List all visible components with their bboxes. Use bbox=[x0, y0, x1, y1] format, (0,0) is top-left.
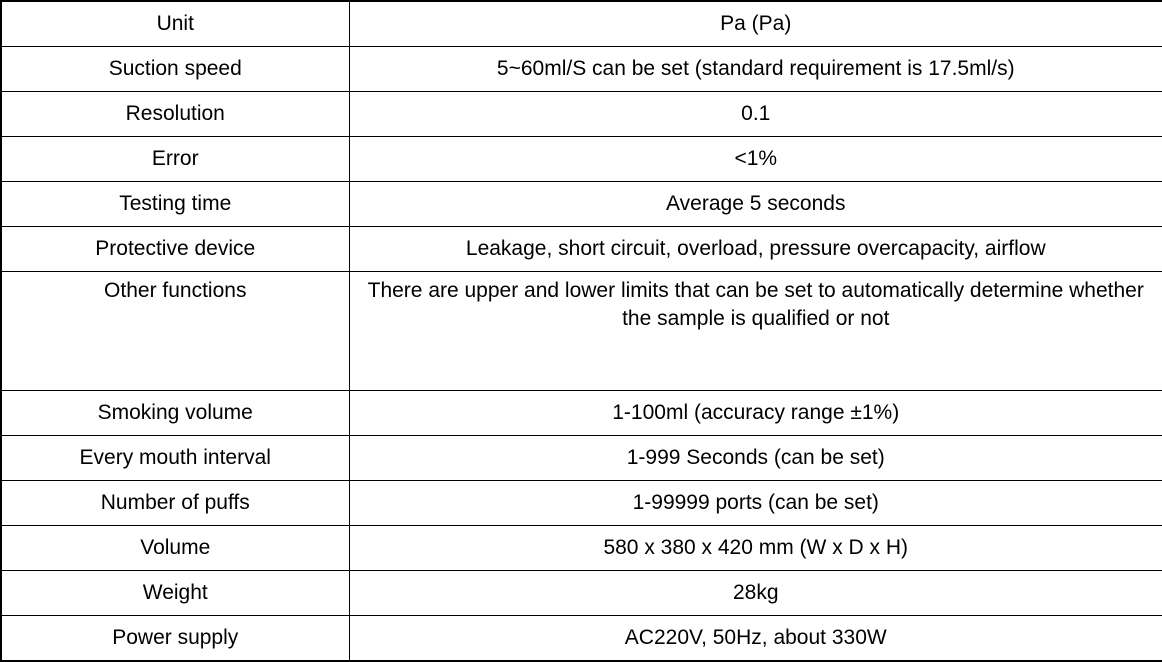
spec-value-cell: AC220V, 50Hz, about 330W bbox=[349, 616, 1162, 662]
spec-value-cell: <1% bbox=[349, 137, 1162, 182]
table-row bbox=[1, 571, 1162, 616]
spec-value-cell: 5~60ml/S can be set (standard requirement is 17.5ml/s) bbox=[349, 47, 1162, 92]
table-row bbox=[1, 436, 1162, 481]
table-row bbox=[1, 137, 1162, 182]
spec-table-body bbox=[1, 1, 1162, 661]
spec-value-cell: Leakage, short circuit, overload, pressure overcapacity, airflow bbox=[349, 227, 1162, 272]
table-row bbox=[1, 47, 1162, 92]
spec-value-cell: 1-999 Seconds (can be set) bbox=[349, 436, 1162, 481]
table-row bbox=[1, 526, 1162, 571]
table-row bbox=[1, 182, 1162, 227]
table-row bbox=[1, 272, 1162, 391]
spec-value-cell: 0.1 bbox=[349, 92, 1162, 137]
spec-label-cell: Unit bbox=[1, 1, 349, 47]
spec-value-cell: 1-99999 ports (can be set) bbox=[349, 481, 1162, 526]
spec-label-cell: Other functions bbox=[1, 272, 349, 391]
spec-label-cell: Number of puffs bbox=[1, 481, 349, 526]
spec-label-cell: Suction speed bbox=[1, 47, 349, 92]
table-row bbox=[1, 92, 1162, 137]
table-row bbox=[1, 227, 1162, 272]
spec-label-cell: Testing time bbox=[1, 182, 349, 227]
table-row bbox=[1, 391, 1162, 436]
table-row bbox=[1, 481, 1162, 526]
spec-label-cell: Weight bbox=[1, 571, 349, 616]
spec-label-cell: Smoking volume bbox=[1, 391, 349, 436]
spec-label-cell: Every mouth interval bbox=[1, 436, 349, 481]
spec-label-cell: Resolution bbox=[1, 92, 349, 137]
spec-value-cell: 28kg bbox=[349, 571, 1162, 616]
spec-value-cell: Pa (Pa) bbox=[349, 1, 1162, 47]
spec-label-cell: Error bbox=[1, 137, 349, 182]
spec-value-cell: There are upper and lower limits that can be set to automatically determine whether the sample is qualified or not bbox=[349, 272, 1162, 391]
table-row bbox=[1, 616, 1162, 662]
spec-value-cell: 1-100ml (accuracy range ±1%) bbox=[349, 391, 1162, 436]
spec-label-cell: Protective device bbox=[1, 227, 349, 272]
spec-label-cell: Power supply bbox=[1, 616, 349, 662]
table-row bbox=[1, 1, 1162, 47]
spec-label-cell: Volume bbox=[1, 526, 349, 571]
spec-value-cell: Average 5 seconds bbox=[349, 182, 1162, 227]
spec-value-cell: 580 x 380 x 420 mm (W x D x H) bbox=[349, 526, 1162, 571]
